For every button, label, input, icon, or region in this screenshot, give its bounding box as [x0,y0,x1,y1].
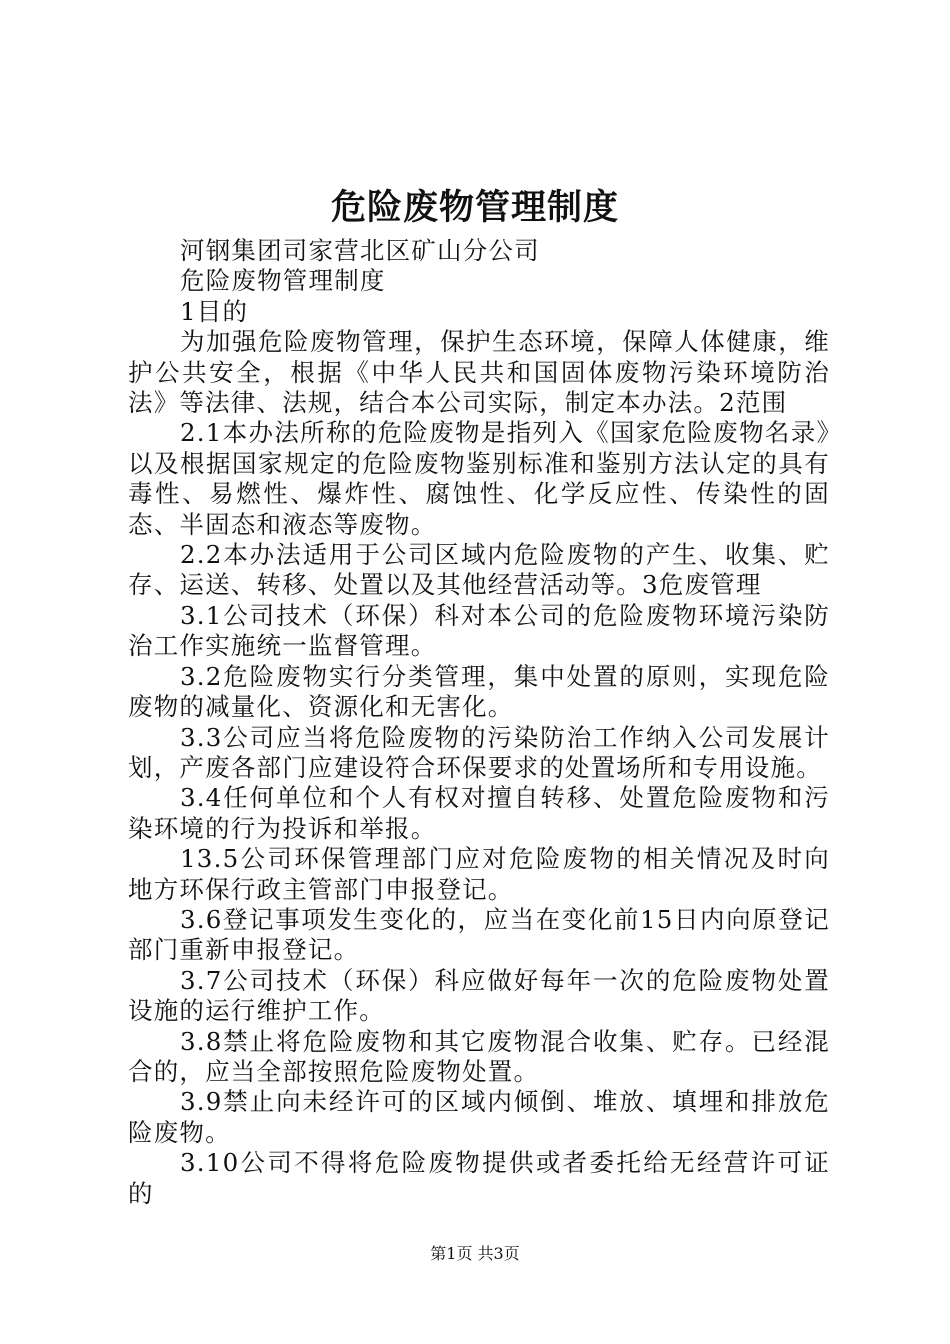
page-title: 危险废物管理制度 [330,187,619,228]
paragraph-3-2: 3.2危险废物实行分类管理，集中处置的原则，实现危险废物的减量化、资源化和无害化。 [128,661,830,722]
paragraph-subtitle: 危险废物管理制度 [180,266,386,296]
paragraph-section-1-heading: 1目的 [180,296,249,326]
paragraph-3-1: 3.1公司技术（环保）科对本公司的危险废物环境污染防治工作实施统一监督管理。 [128,600,830,661]
paragraph-purpose: 为加强危险废物管理，保护生态环境，保障人体健康，维护公共安全，根据《中华人民共和国固体废物污染环境防治法》等法律、法规，结合本公司实际，制定本办法。2范围 [128,327,830,418]
paragraph-3-8: 3.8禁止将危险废物和其它废物混合收集、贮存。已经混合的，应当全部按照危险废物处置。 [128,1026,830,1086]
document-body [128,236,830,1209]
paragraph-2-2: 2.2本办法适用于公司区域内危险废物的产生、收集、贮存、运送、转移、处置以及其他经营活动等。3危废管理 [128,540,830,600]
paragraph-3-5: 13.5公司环保管理部门应对危险废物的相关情况及时向地方环保行政主管部门申报登记。 [128,844,830,904]
paragraph-3-4: 3.4任何单位和个人有权对擅自转移、处置危险废物和污染环境的行为投诉和举报。 [128,783,830,843]
paragraph-3-10: 3.10公司不得将危险废物提供或者委托给无经营许可证的 [128,1148,830,1208]
paragraph-3-9: 3.9禁止向未经许可的区域内倾倒、堆放、填埋和排放危险废物。 [128,1087,830,1147]
page-number: 第1页 共3页 [430,1244,520,1263]
paragraph-company: 河钢集团司家营北区矿山分公司 [180,236,540,265]
paragraph-3-7: 3.7公司技术（环保）科应做好每年一次的危险废物处置设施的运行维护工作。 [128,965,830,1026]
paragraph-3-6: 3.6登记事项发生变化的，应当在变化前15日内向原登记部门重新申报登记。 [128,904,830,965]
paragraph-2-1: 2.1本办法所称的危险废物是指列入《国家危险废物名录》以及根据国家规定的危险废物鉴别标准和鉴别方法认定的具有毒性、易燃性、爆炸性、腐蚀性、化学反应性、传染性的固态、半固态和液态等废物。 [128,418,830,539]
paragraph-3-3: 3.3公司应当将危险废物的污染防治工作纳入公司发展计划，产废各部门应建设符合环保要求的处置场所和专用设施。 [128,722,830,782]
